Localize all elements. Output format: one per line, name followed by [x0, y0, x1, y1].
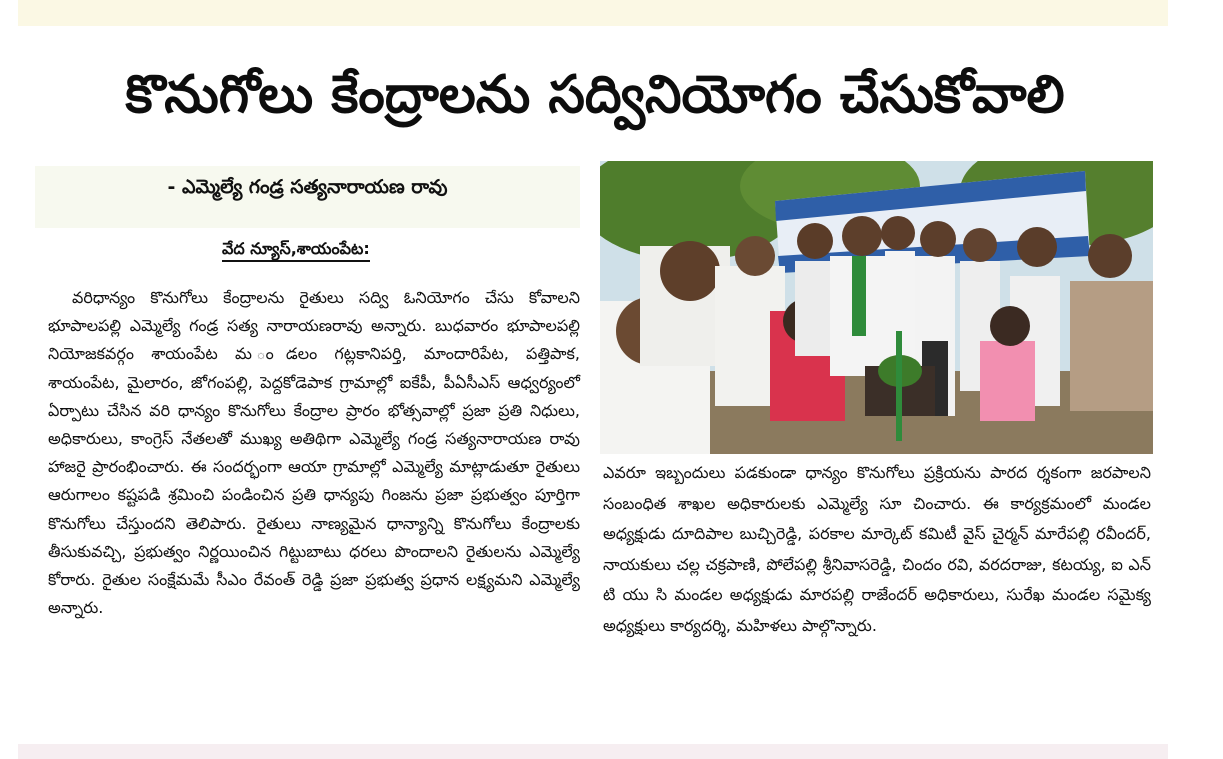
- article-column-right: [603, 458, 1151, 641]
- top-border-strip: [18, 0, 1168, 26]
- article-paragraph: వరిధాన్యం కొనుగోలు కేంద్రాలను రైతులు సద్వి ఓనియోగం చేసు కోవాలని భూపాలపల్లి ఎమ్మెల్యే గండ్ర సత్య నారాయణరావు అన్నారు. బుధవారం భూపాలపల్లి నియోజకవర్గం శాయంపేట మ ండలం గట్లకానిపర్తి, మాందారిపేట, పత్తిపాక, శాయంపేట, మైలారం, జోగంపల్లి, పెద్దకోడెపాక గ్రామాల్లో ఐకేపీ, పీఏసీఎస్ ఆధ్వర్యంలో ఏర్పాటు చేసిన వరి ధాన్యం కొనుగోలు కేంద్రాల ప్రారం భోత్సవాల్లో ప్రజా ప్రతి నిధులు, అధికారులు, కాంగ్రెస్ నేతలతో ముఖ్య అతిథిగా ఎమ్మెల్యే గండ్ర సత్యనారాయణ రావు హాజరై ప్రారంభించారు. ఈ సందర్భంగా ఆయా గ్రామాల్లో ఎమ్మెల్యే మాట్లాడుతూ రైతులు ఆరుగాలం కష్టపడి శ్రమించి పండించిన ప్రతి ధాన్యపు గింజను ప్రజా ప్రభుత్వం పూర్తిగా కొనుగోలు చేస్తుందని తెలిపారు. రైతులు నాణ్యమైన ధాన్యాన్ని కొనుగోలు కేంద్రాలకు తీసుకువచ్చి, ప్రభుత్వం నిర్ణయించిన గిట్టుబాటు ధరలు పొందాలని రైతులను ఎమ్మెల్యే కోరారు. రైతుల సంక్షేమమే సీఎం రేవంత్ రెడ్డి ప్రజా ప్రభుత్వ ప్రధాన లక్ష్యమని ఎమ్మెల్యే అన్నారు.: [48, 288, 580, 618]
- news-photo: [600, 161, 1153, 454]
- byline-box: [35, 166, 580, 228]
- bottom-border-strip: [18, 744, 1168, 759]
- article-paragraph: ఎవరూ ఇబ్బందులు పడకుండా ధాన్యం కొనుగోలు ప్రక్రియను పారద ర్శకంగా జరపాలని సంబంధిత శాఖల అధికారులకు ఎమ్మెల్యే సూ చించారు. ఈ కార్యక్రమంలో మండల అధ్యక్షుడు దూదిపాల బుచ్చిరెడ్డి, పరకాల మార్కెట్ కమిటీ వైస్ చైర్మన్ మారేపల్లి రవీందర్, నాయకులు చల్ల చక్రపాణి, పోలేపల్లి శ్రీనివాసరెడ్డి, చిందం రవి, వరదరాజు, కటయ్య, ఐ ఎన్ టి యు సి మండల అధ్యక్షుడు మారపల్లి రాజేందర్ అధికారులు, సురేఖ మండల సమైక్య అధ్యక్షులు కార్యదర్శి, మహిళలు పాల్గొన్నారు.: [603, 463, 1151, 635]
- dateline: వేద న్యూస్,శాయంపేట:: [222, 238, 370, 262]
- news-photo-illustration: [600, 161, 1153, 454]
- byline: - ఎమ్మెల్యే గండ్ర సత్యనారాయణ రావు: [167, 176, 448, 198]
- page-headline: కొనుగోలు కేంద్రాలను సద్వినియోగం చేసుకోవాలి: [125, 65, 1065, 125]
- article-column-left: [48, 284, 580, 622]
